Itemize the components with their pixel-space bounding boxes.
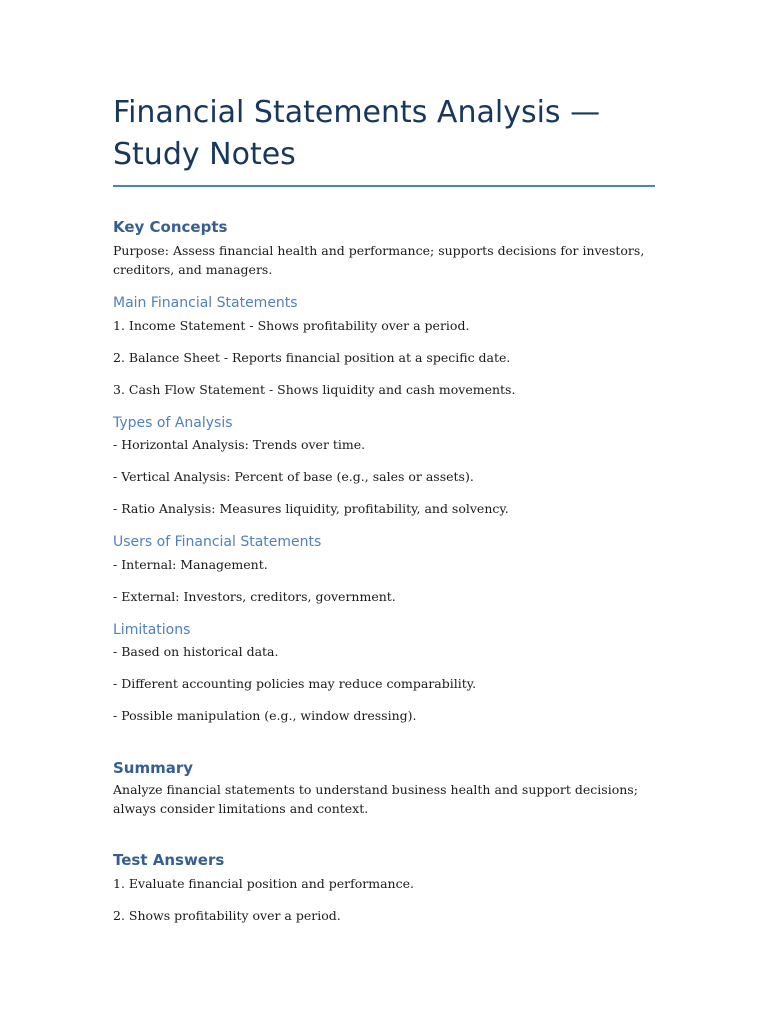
limitations-heading: Limitations bbox=[113, 622, 191, 638]
section-main-financial-statements bbox=[113, 293, 655, 399]
summary-heading: Summary bbox=[113, 759, 194, 777]
key-concepts-heading: Key Concepts bbox=[113, 218, 228, 236]
types-of-analysis-item: - Ratio Analysis: Measures liquidity, profitability, and solvency. bbox=[113, 501, 509, 516]
section-key-concepts bbox=[113, 217, 655, 279]
users-heading: Users of Financial Statements bbox=[113, 534, 322, 550]
main-statements-item: 2. Balance Sheet - Reports financial position at a specific date. bbox=[113, 350, 511, 365]
limitations-item: - Possible manipulation (e.g., window dressing). bbox=[113, 708, 417, 723]
main-statements-heading: Main Financial Statements bbox=[113, 295, 298, 311]
users-item: - External: Investors, creditors, government. bbox=[113, 589, 396, 604]
test-answers-item: 1. Evaluate financial position and performance. bbox=[113, 876, 414, 891]
types-of-analysis-item: - Vertical Analysis: Percent of base (e.g., sales or assets). bbox=[113, 469, 474, 484]
section-summary bbox=[113, 758, 655, 818]
limitations-item: - Different accounting policies may reduce comparability. bbox=[113, 676, 477, 691]
section-limitations bbox=[113, 620, 655, 725]
test-answers-item: 2. Shows profitability over a period. bbox=[113, 908, 341, 923]
summary-text: Analyze financial statements to understand business health and support decisions; always consider limitations and context. bbox=[113, 782, 638, 816]
section-test-answers bbox=[113, 850, 655, 925]
users-item: - Internal: Management. bbox=[113, 557, 268, 572]
limitations-item: - Based on historical data. bbox=[113, 644, 279, 659]
document-title: Financial Statements Analysis — Study Notes bbox=[113, 92, 655, 187]
main-statements-item: 3. Cash Flow Statement - Shows liquidity and cash movements. bbox=[113, 382, 516, 397]
types-of-analysis-item: - Horizontal Analysis: Trends over time. bbox=[113, 437, 366, 452]
main-statements-item: 1. Income Statement - Shows profitability over a period. bbox=[113, 318, 470, 333]
section-types-of-analysis bbox=[113, 413, 655, 518]
section-users bbox=[113, 532, 655, 606]
key-concepts-purpose: Purpose: Assess financial health and performance; supports decisions for investors, creditors, and managers. bbox=[113, 243, 645, 277]
types-of-analysis-heading: Types of Analysis bbox=[113, 415, 233, 431]
document-page bbox=[113, 92, 655, 925]
test-answers-heading: Test Answers bbox=[113, 851, 225, 869]
